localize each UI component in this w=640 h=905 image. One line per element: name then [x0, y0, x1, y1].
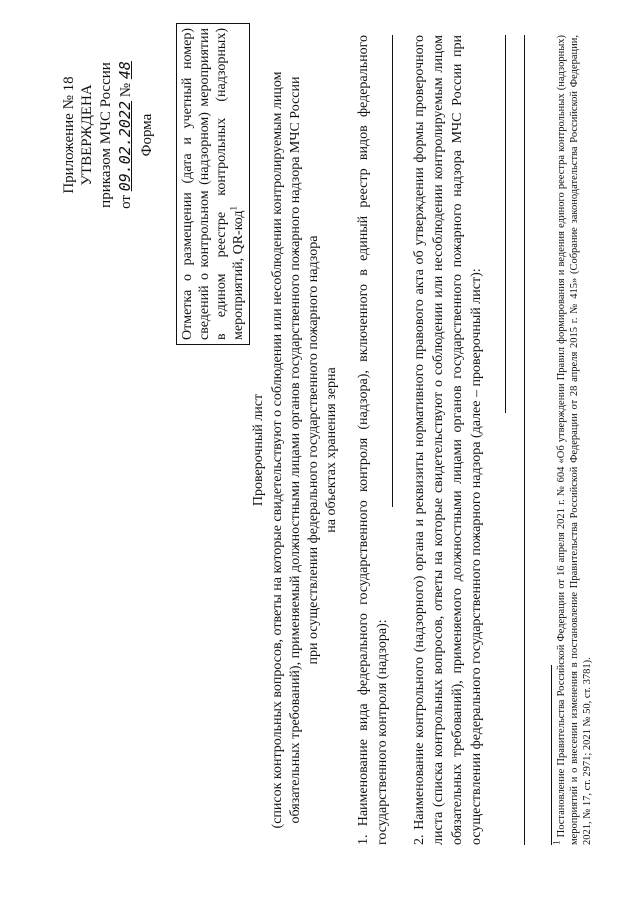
document-subtitle-line-1: (список контрольных вопросов, ответы на которые свидетельствуют о соблюдении или несоблюдении контролируемым лицом: [270, 71, 285, 829]
fill-line-item-2a: [505, 35, 506, 413]
item-control-type: 1. Наименование вида федерального государственного контроля (надзора), включенного в единый реестр видов федерального государственного контроля (надзора):: [356, 35, 390, 845]
document-subtitle-line-3: при осуществлении федерального государственного пожарного надзора: [306, 235, 321, 665]
order-prefix: от: [118, 195, 134, 209]
footnote-text: Постановление Правительства Российской Федерации от 16 апреля 2021 г. № 604 «Об утверждении Правил формирования и ведения единого реестра контрольных (надзорных) мероприятий и о внесении изменения в постановление Правительства Российской Федерации от 28 апреля 2015 г. № 415» (Собрание законодательства Российской Федерации, 2021, № 17, ст. 2971; 2021 № 50, ст. 3781).: [556, 35, 593, 845]
order-number-prefix: №: [118, 82, 134, 98]
qr-footnote-ref: 1: [228, 205, 239, 211]
order-reference: [116, 15, 136, 255]
footnote: [551, 35, 594, 845]
item-authority-name: 2. Наименование контрольного (надзорного) органа и реквизиты нормативного правового акта об утверждении формы проверочного листа (списка контрольных вопросов, ответы на которые свидетельствуют о соблюдении или несоблюдении контролируемым лицом обязательных требований), применяемого должностными лицами органов государственного пожарного надзора МЧС России при осуществлении федерального государственного пожарного надзора (далее – проверочный лист):: [412, 35, 484, 845]
qr-box-text: Отметка о размещении (дата и учетный номер) сведений о контрольном (надзорном) мероприятии в едином реестре контрольных (надзорных) мероприятий, QR-код: [180, 28, 246, 340]
order-date: 09.02.2022: [116, 100, 134, 192]
fill-line-item-1: [392, 35, 393, 507]
document-subtitle-line-2: обязательных требований), применяемый должностными лицами органов государственного пожарного надзора МЧС России: [288, 76, 303, 824]
approved-label: УТВЕРЖДЕНА: [79, 84, 95, 186]
document-subtitle-line-4: на объектах хранения зерна: [324, 367, 339, 533]
footnote-marker: 1: [551, 840, 562, 845]
approval-block: [78, 15, 136, 255]
order-issuer: приказом МЧС России: [98, 62, 114, 208]
fill-line-item-2b: [524, 35, 525, 845]
document-title: Проверочный лист: [251, 393, 266, 507]
footnote-separator: [551, 665, 552, 845]
qr-registration-box: [176, 23, 250, 345]
order-number: 48: [116, 61, 134, 80]
document-title-block: [250, 35, 341, 865]
appendix-number: Приложение № 18: [61, 76, 77, 194]
form-label: Форма: [139, 113, 155, 157]
